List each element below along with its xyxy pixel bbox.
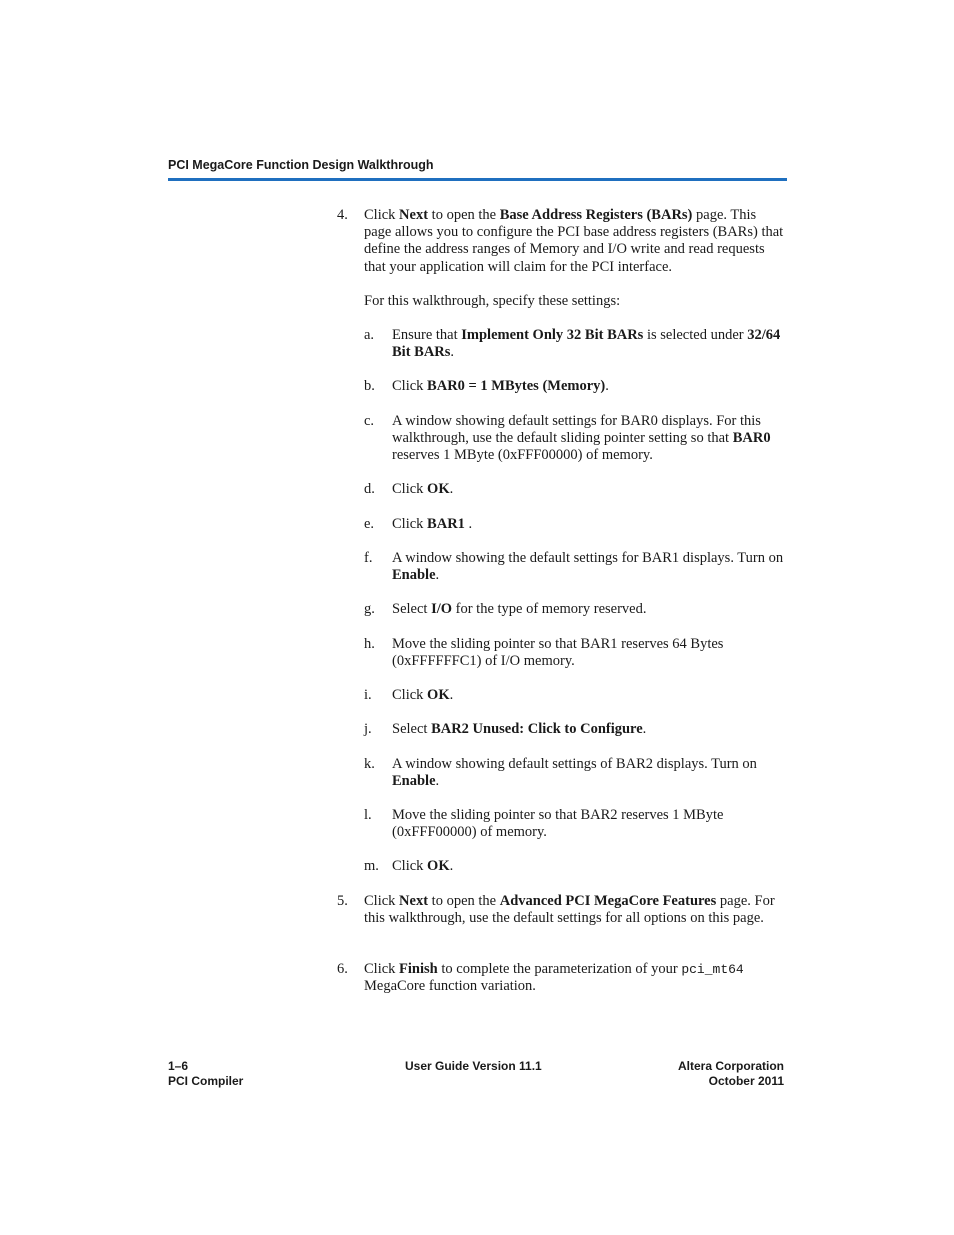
footer-center: User Guide Version 11.1 [405,1059,542,1073]
footer-left [168,1059,243,1089]
publication-date: October 2011 [708,1074,784,1088]
header-rule [168,178,787,181]
running-header: PCI MegaCore Function Design Walkthrough [168,158,434,172]
step-text: Click Next to open the Base Address Registers (BARs) page. This page allows you to configure the PCI base address registers (BARs) that define the address ranges of Memory and I/O write and read requests that your application will claim for the PCI interface. [364,207,784,275]
step-text: Click Next to open the Advanced PCI MegaCore Features page. For this walkthrough, use the default settings for all options on this page. [364,893,775,927]
footer-right [678,1059,784,1089]
step-number: 5. [337,893,348,909]
step-number: 4. [337,207,348,223]
product-name: PCI Compiler [168,1074,244,1088]
code-pci-mt64: pci_mt64 [681,962,744,977]
page-number: 1–6 [168,1059,189,1073]
step-text: Click Finish to complete the parameterization of your pci_mt64 MegaCore function variation. [364,961,744,995]
intro-paragraph: For this walkthrough, specify these settings: [364,293,621,309]
company-name: Altera Corporation [677,1059,784,1073]
step-number: 6. [337,961,348,977]
